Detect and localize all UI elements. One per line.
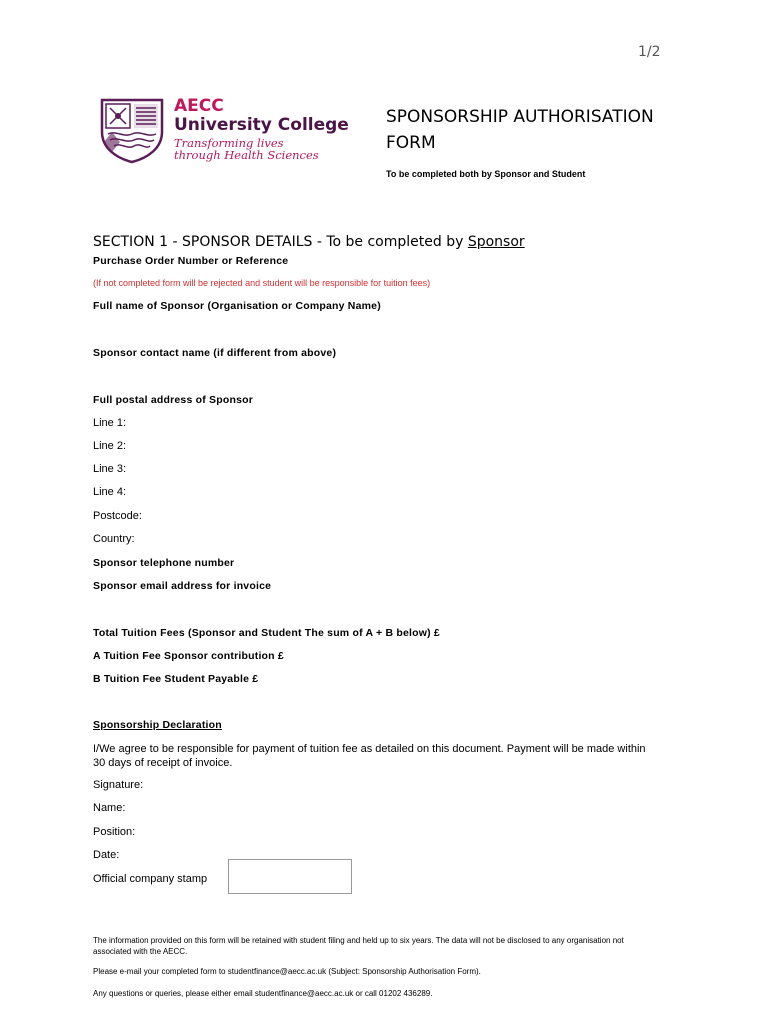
po-warning: (If not completed form will be rejected and student will be responsible for tuition fees) (93, 278, 431, 288)
address-line-1: Line 1: (93, 417, 127, 429)
college-logo (98, 96, 358, 166)
address-postcode: Postcode: (93, 510, 142, 522)
logo-name-aecc: AECC (174, 96, 224, 116)
logo-name-university: University College (174, 115, 349, 135)
declaration-text: I/We agree to be responsible for payment of tuition fee as detailed on this document. Payment will be made within 30 days of receipt of invoice. (93, 743, 646, 769)
company-stamp-box[interactable] (228, 859, 352, 894)
sponsor-contact-label: Sponsor contact name (if different from above) (93, 347, 337, 359)
stamp-label: Official company stamp (93, 873, 208, 885)
signature-label: Signature: (93, 779, 144, 791)
position-label: Position: (93, 826, 136, 838)
footer-questions: Any questions or queries, please either email studentfinance@aecc.ac.uk or call 01202 436289. (93, 989, 433, 998)
footer-retention: The information provided on this form will be retained with student filing and held up to six years. The data will not be disclosed to any organisation not associated with the AECC. (93, 936, 624, 956)
sponsor-phone-label: Sponsor telephone number (93, 557, 235, 569)
section-1-heading (93, 234, 525, 250)
form-title (386, 104, 666, 156)
footer-email-note: Please e-mail your completed form to studentfinance@aecc.ac.uk (Subject: Sponsorship Authorisation Form). (93, 967, 481, 976)
section-heading-prefix: SECTION 1 - SPONSOR DETAILS - To be completed by (93, 234, 468, 250)
declaration-heading: Sponsorship Declaration (93, 719, 222, 731)
form-subtitle: To be completed both by Sponsor and Student (386, 169, 586, 179)
total-fees-label: Total Tuition Fees (Sponsor and Student The sum of A + B below) £ (93, 627, 440, 639)
page-number: 1/2 (638, 44, 661, 60)
sponsor-full-name-label: Full name of Sponsor (Organisation or Company Name) (93, 300, 381, 312)
logo-tagline-1: Transforming lives (174, 136, 284, 150)
form-title-line2: FORM (386, 133, 436, 153)
college-crest-icon (98, 96, 166, 164)
address-country: Country: (93, 533, 135, 545)
name-label: Name: (93, 802, 126, 814)
address-line-2: Line 2: (93, 440, 127, 452)
address-line-3: Line 3: (93, 463, 127, 475)
address-line-4: Line 4: (93, 486, 127, 498)
sponsor-contribution-label: A Tuition Fee Sponsor contribution £ (93, 650, 284, 662)
po-label: Purchase Order Number or Reference (93, 255, 289, 267)
form-title-line1: SPONSORSHIP AUTHORISATION (386, 107, 654, 127)
student-payable-label: B Tuition Fee Student Payable £ (93, 673, 259, 685)
logo-tagline-2: through Health Sciences (174, 148, 319, 162)
section-heading-sponsor: Sponsor (467, 234, 525, 250)
date-label: Date: (93, 849, 120, 861)
sponsor-address-label: Full postal address of Sponsor (93, 394, 254, 406)
sponsor-email-label: Sponsor email address for invoice (93, 580, 272, 592)
